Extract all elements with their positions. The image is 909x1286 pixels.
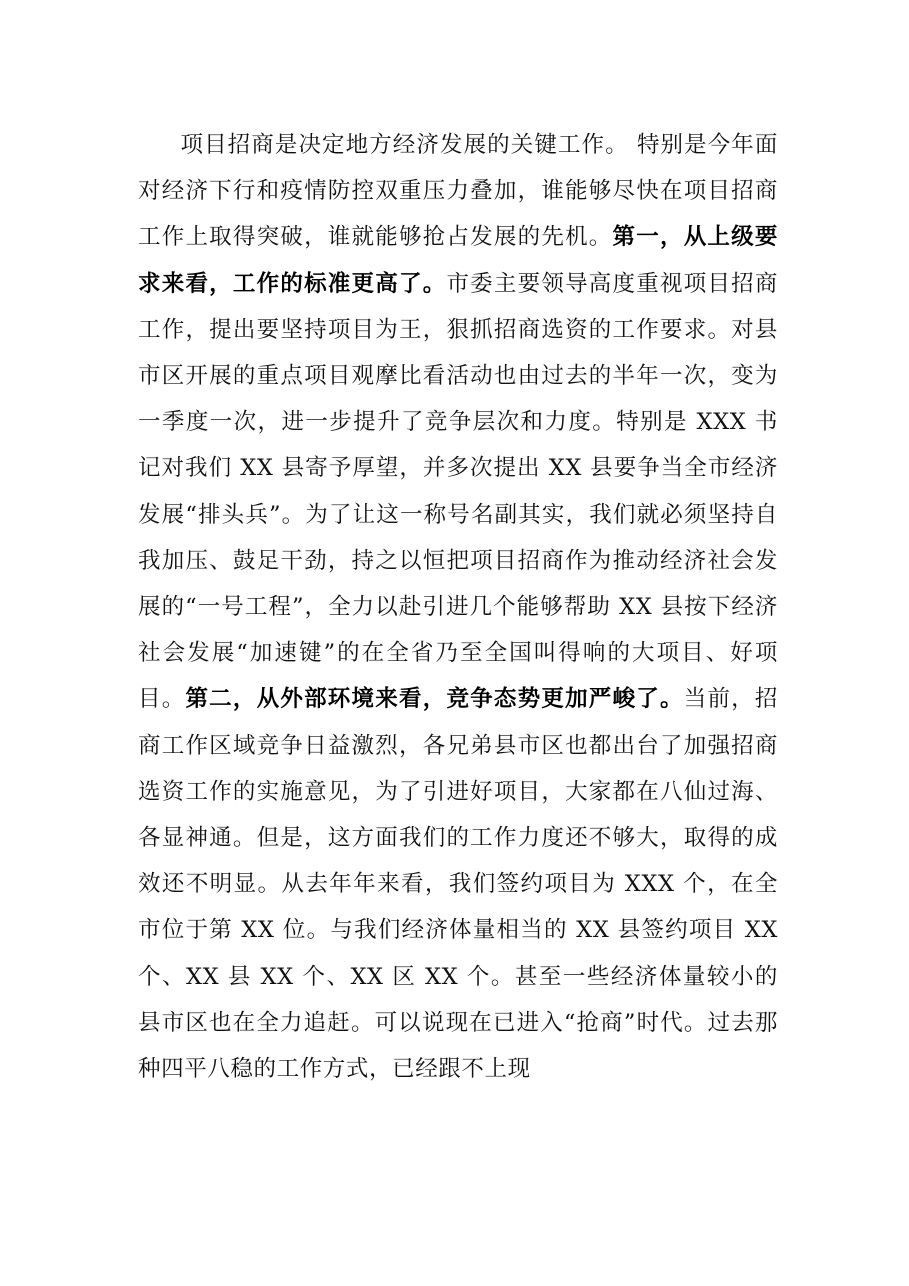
paragraph-text-intro: 项目招商是决定地方经济发展的关键工作。 特别是今年面对经济下行和疫情防控双重压力叠加，谁能够尽快在项目招商工作上取得突破，谁就能够抢占发展的先机。 bbox=[138, 132, 778, 251]
body-paragraph bbox=[138, 122, 778, 1092]
point-heading-second: 第二，从外部环境来看，竞争态势更加严峻了。 bbox=[185, 686, 684, 713]
point-heading-first: 第一，从上级要求来看，工作的标准更高了。 bbox=[138, 224, 778, 297]
paragraph-text-second-point: 当前，招商工作区域竞争日益激烈，各兄弟县市区也都出台了加强招商选资工作的实施意见，为了引进好项目，大家都在八仙过海、各显神通。但是，这方面我们的工作力度还不够大，取得的成效还不明显。从去年年来看，我们签约项目为 XXX 个，在全市位于第 XX 位。与我们经济体量相当的 XX 县签约项目 XX 个、XX 县 XX 个、XX 区 XX 个。甚至一些经济体量较小的县市区也在全力追赶。可以说现在已进入“抢商”时代。过去那种四平八稳的工作方式，已经跟不上现 bbox=[138, 686, 778, 1083]
paragraph-text-first-point: 市委主要领导高度重视项目招商工作，提出要坚持项目为王，狠抓招商选资的工作要求。对县市区开展的重点项目观摩比看活动也由过去的半年一次，变为一季度一次，进一步提升了竞争层次和力度。特别是 XXX 书记对我们 XX 县寄予厚望，并多次提出 XX 县要争当全市经济发展“排头兵”。为了让这一称号名副其实，我们就必须坚持自我加压、鼓足干劲，持之以恒把项目招商作为推动经济社会发展的“一号工程”，全力以赴引进几个能够帮助 XX 县按下经济社会发展“加速键”的在全省乃至全国叫得响的大项目、好项目。 bbox=[138, 270, 778, 713]
